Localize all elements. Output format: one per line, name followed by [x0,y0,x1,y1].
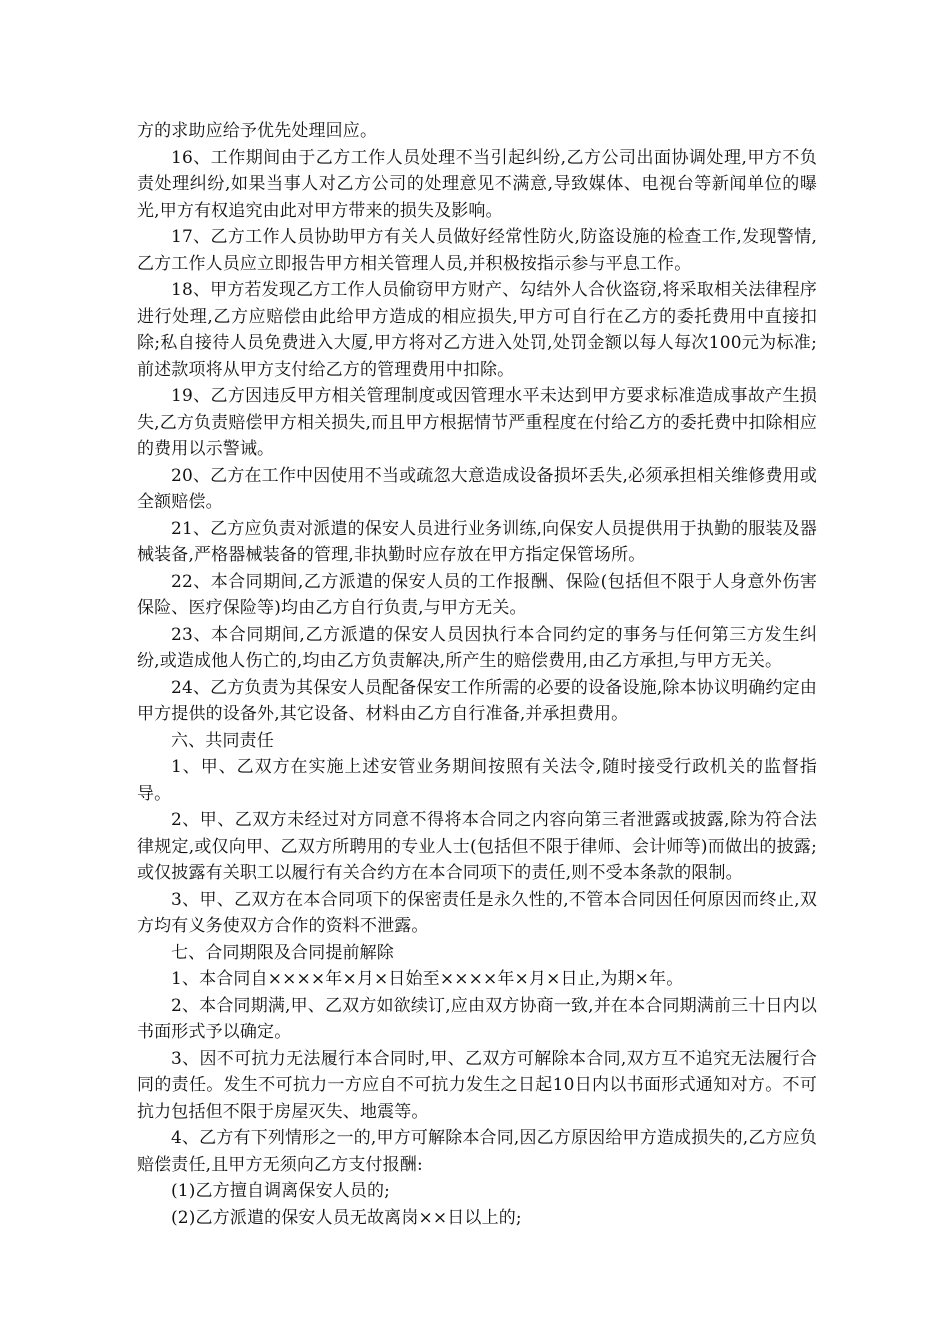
section-heading-contract-term: 七、合同期限及合同提前解除 [171,942,394,963]
term-sub-item-1: (1)乙方擅自调离保安人员的; [171,1181,391,1201]
clause-22: 22、本合同期间,乙方派遣的保安人员的工作报酬、保险(包括但不限于人身意外伤害保险、医疗保险等)均由乙方自行负责,与甲方无关。 [137,571,817,618]
term-clause-2: 2、本合同期满,甲、乙双方如欲续订,应由双方协商一致,并在本合同期满前三十日内以书面形式予以确定。 [137,995,817,1042]
term-clause-1: 1、本合同自××××年×月×日始至××××年×月×日止,为期×年。 [171,969,684,989]
document-body [137,118,817,1231]
clause-16: 16、工作期间由于乙方工作人员处理不当引起纠纷,乙方公司出面协调处理,甲方不负责处理纠纷,如果当事人对乙方公司的处理意见不满意,导致媒体、电视台等新闻单位的曝光,甲方有权追究由此对甲方带来的损失及影响。 [137,147,817,221]
term-clause-3: 3、因不可抗力无法履行本合同时,甲、乙双方可解除本合同,双方互不追究无法履行合同的责任。发生不可抗力一方应自不可抗力发生之日起10日内以书面形式通知对方。不可抗力包括但不限于房屋灭失、地震等。 [137,1048,817,1122]
clause-23: 23、本合同期间,乙方派遣的保安人员因执行本合同约定的事务与任何第三方发生纠纷,或造成他人伤亡的,均由乙方负责解决,所产生的赔偿费用,由乙方承担,与甲方无关。 [137,624,817,671]
clause-20: 20、乙方在工作中因使用不当或疏忽大意造成设备损坏丢失,必须承担相关维修费用或全额赔偿。 [137,465,817,512]
joint-clause-3: 3、甲、乙双方在本合同项下的保密责任是永久性的,不管本合同因任何原因而终止,双方均有义务使双方合作的资料不泄露。 [137,889,817,936]
clause-17: 17、乙方工作人员协助甲方有关人员做好经常性防火,防盗设施的检查工作,发现警情,乙方工作人员应立即报告甲方相关管理人员,并积极按指示参与平息工作。 [137,227,817,274]
joint-clause-2: 2、甲、乙双方未经过对方同意不得将本合同之内容向第三者泄露或披露,除为符合法律规定,或仅向甲、乙双方所聘用的专业人士(包括但不限于律师、会计师等)而做出的披露;或仅披露有关职工以履行有关合约方在本合同项下的责任,则不受本条款的限制。 [137,810,817,883]
term-sub-item-2: (2)乙方派遣的保安人员无故离岗××日以上的; [171,1207,522,1228]
clause-18: 18、甲方若发现乙方工作人员偷窃甲方财产、勾结外人合伙盗窃,将采取相关法律程序进行处理,乙方应赔偿由此给甲方造成的相应损失,甲方可自行在乙方的委托费用中直接扣除;私自接待人员免费进入大厦,甲方将对乙方进入处罚,处罚金额以每人每次100元为标准;前述款项将从甲方支付给乙方的管理费用中扣除。 [137,280,817,380]
paragraph-continuation: 方的求助应给予优先处理回应。 [137,121,378,141]
clause-19: 19、乙方因违反甲方相关管理制度或因管理水平未达到甲方要求标准造成事故产生损失,乙方负责赔偿甲方相关损失,而且甲方根据情节严重程度在付给乙方的委托费中扣除相应的费用以示警诫。 [137,386,817,459]
joint-clause-1: 1、甲、乙双方在实施上述安管业务期间按照有关法令,随时接受行政机关的监督指导。 [137,757,817,804]
clause-21: 21、乙方应负责对派遣的保安人员进行业务训练,向保安人员提供用于执勤的服装及器械装备,严格器械装备的管理,非执勤时应存放在甲方指定保管场所。 [137,518,817,565]
clause-24: 24、乙方负责为其保安人员配备保安工作所需的必要的设备设施,除本协议明确约定由甲方提供的设备外,其它设备、材料由乙方自行准备,并承担费用。 [137,677,817,724]
term-clause-4: 4、乙方有下列情形之一的,甲方可解除本合同,因乙方原因给甲方造成损失的,乙方应负赔偿责任,且甲方无须向乙方支付报酬: [137,1128,817,1175]
section-heading-joint-responsibility: 六、共同责任 [171,730,274,751]
